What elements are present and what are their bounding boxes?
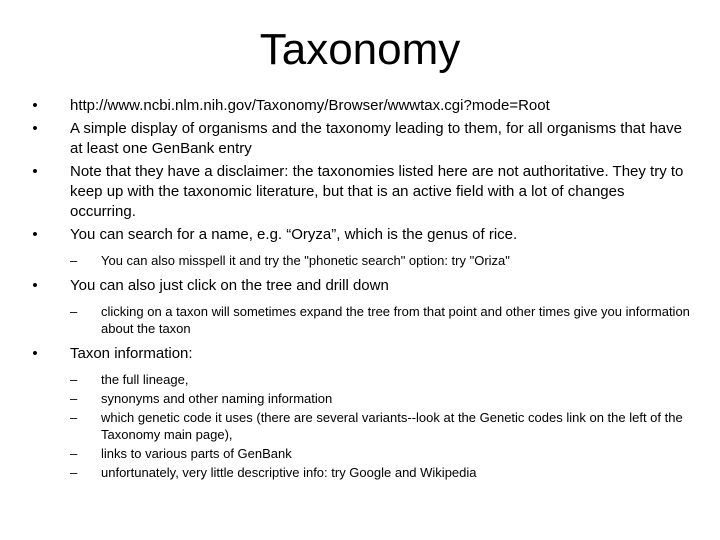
slide-title: Taxonomy [259,25,461,74]
sub-bullet-descriptive-info [30,464,690,481]
sub-bullet-marker: – [70,446,78,461]
bullet-taxon-info [30,344,690,364]
bullet-description [30,119,690,159]
sub-bullet-marker: – [70,391,78,406]
bullet-text: Taxon information: [70,345,193,362]
sub-bullet-synonyms [30,390,690,407]
bullet-search [30,225,690,245]
sub-bullet-text: You can also misspell it and try the "phonetic search" option: try "Oriza" [101,253,510,268]
sub-bullet-lineage [30,371,690,388]
bullet-drill-down [30,276,690,296]
bullet-marker: • [32,120,38,137]
sub-bullet-marker: – [70,410,78,425]
bullet-marker: • [32,226,38,243]
sub-bullet-text: links to various parts of GenBank [101,446,292,461]
sub-bullet-misspell [30,252,690,269]
bullet-text: A simple display of organisms and the taxonomy leading to them, for all organisms that have at least one GenBank entry [70,120,682,157]
sub-bullet-marker: – [70,253,78,268]
sub-bullet-genbank-links [30,445,690,462]
bullet-text: You can also just click on the tree and drill down [70,277,389,294]
slide-body [30,96,690,481]
sub-bullet-marker: – [70,465,78,480]
sub-bullet-text: clicking on a taxon will sometimes expand the tree from that point and other times give you information about the taxon [101,304,690,336]
bullet-url [30,96,690,116]
sub-bullet-text: the full lineage, [101,372,189,387]
sub-bullet-marker: – [70,304,78,319]
bullet-disclaimer [30,162,690,222]
bullet-marker: • [32,97,38,114]
sub-bullet-text: which genetic code it uses (there are several variants--look at the Genetic codes link on the left of the Taxonomy main page), [101,410,683,442]
sub-bullet-click-taxon [30,303,690,337]
sub-bullet-text: unfortunately, very little descriptive info: try Google and Wikipedia [101,465,477,480]
sub-bullet-text: synonyms and other naming information [101,391,333,406]
bullet-marker: • [32,277,38,294]
sub-bullet-genetic-code [30,409,690,443]
bullet-marker: • [32,163,38,180]
sub-bullet-marker: – [70,372,78,387]
bullet-text: http://www.ncbi.nlm.nih.gov/Taxonomy/Browser/wwwtax.cgi?mode=Root [70,97,550,114]
bullet-text: You can search for a name, e.g. “Oryza”, which is the genus of rice. [70,226,518,243]
bullet-marker: • [32,345,38,362]
bullet-text: Note that they have a disclaimer: the taxonomies listed here are not authoritative. They try to keep up with the taxonomic literature, but that is an active field with a lot of changes occurring. [70,163,684,220]
